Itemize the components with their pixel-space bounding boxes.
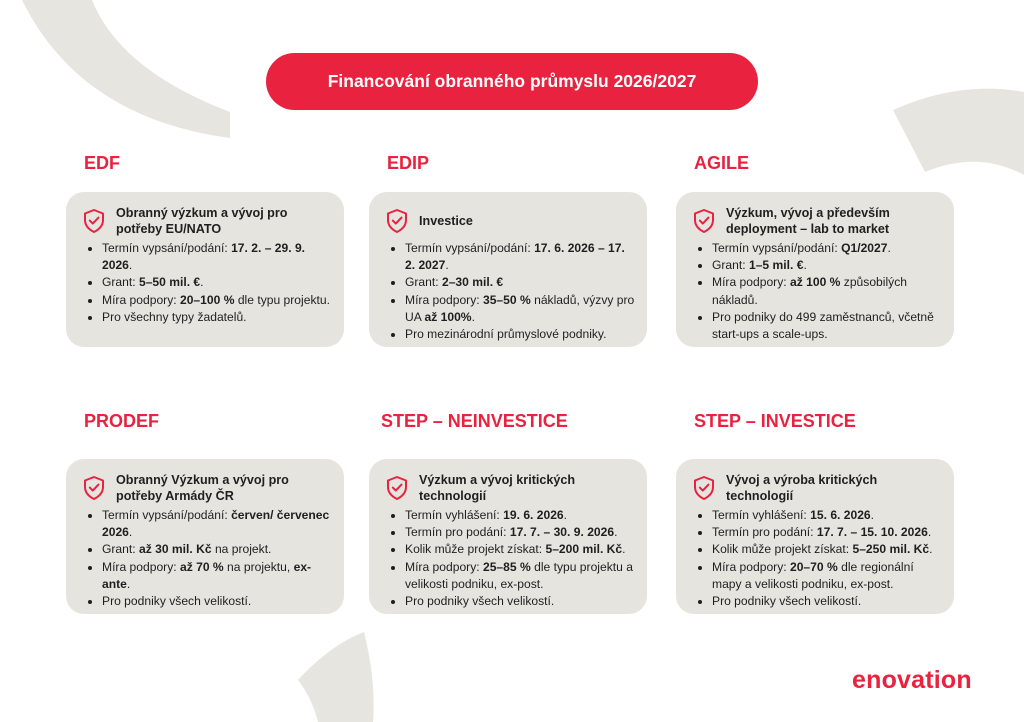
- text-run: Míra podpory:: [712, 275, 790, 290]
- arc-shape-bottom: [298, 632, 374, 722]
- bold-text: 17. 7. – 30. 9. 2026: [509, 525, 615, 540]
- list-item: [712, 274, 942, 308]
- text-run: Kolik může projekt získat:: [405, 542, 546, 557]
- text-run: dle typu projektu.: [234, 292, 330, 307]
- text-run: Pro podniky do 499 zaměstnanců, včetně start-ups a scale-ups.: [712, 309, 934, 342]
- text-run: dle regionální mapy a velikosti podniku, ex-post.: [712, 559, 914, 591]
- bold-text: 17. 7. – 15. 10. 2026: [816, 525, 928, 540]
- list-item: [405, 274, 635, 291]
- bold-text: 2–30 mil. €: [441, 275, 504, 290]
- text-run: Kolik může projekt získat:: [712, 542, 853, 557]
- list-item: [712, 559, 942, 593]
- text-run: .: [126, 576, 131, 591]
- list-item: [405, 507, 635, 524]
- card-title: Investice: [419, 214, 473, 228]
- list-item: [405, 326, 635, 343]
- list-item: [712, 524, 942, 541]
- shield-check-icon: [385, 475, 409, 501]
- card-step-neinvestice: [369, 459, 647, 614]
- text-run: .: [200, 275, 204, 290]
- list-item: [405, 240, 635, 274]
- list-item: [712, 507, 942, 524]
- shield-check-icon: [692, 475, 716, 501]
- shield-check-icon: [82, 208, 106, 234]
- bold-text: 1–5 mil. €: [748, 258, 804, 273]
- card-title: Obranný výzkum a vývoj pro potřeby EU/NATO: [116, 206, 288, 236]
- bold-text: až 30 mil. Kč: [138, 542, 212, 557]
- text-run: Termín vypsání/podání:: [405, 241, 535, 255]
- text-run: Grant:: [102, 275, 139, 290]
- text-run: Míra podpory:: [102, 292, 180, 307]
- card-list: [82, 240, 332, 326]
- list-item: [102, 593, 332, 610]
- card-edf: [66, 192, 344, 347]
- bold-text: 5–200 mil. Kč: [545, 542, 623, 557]
- card-list: [385, 507, 635, 610]
- text-run: .: [870, 508, 875, 522]
- text-run: na projektu,: [223, 559, 294, 574]
- shield-check-icon: [385, 208, 409, 234]
- list-item: [712, 257, 942, 274]
- list-item: [405, 593, 635, 610]
- list-item: [405, 292, 635, 326]
- text-run: Grant:: [405, 275, 442, 290]
- list-item: [712, 309, 942, 343]
- card-list: [385, 240, 635, 343]
- text-run: .: [614, 525, 618, 540]
- section-title-agile: AGILE: [694, 153, 750, 173]
- text-run: nákladů, výzvy pro UA: [405, 292, 635, 324]
- text-run: Míra podpory:: [102, 559, 180, 574]
- text-run: Termín pro podání:: [712, 525, 817, 540]
- text-run: .: [887, 241, 891, 255]
- text-run: dle typu projektu a velikosti podniku, ex-post.: [405, 559, 633, 591]
- text-run: Grant:: [102, 542, 139, 557]
- text-run: Termín vyhlášení:: [405, 508, 504, 522]
- text-run: Termín pro podání:: [405, 525, 510, 540]
- enovation-logo: enovation: [852, 666, 972, 694]
- arc-shape-top-left: [22, 0, 230, 138]
- section-title-edf: EDF: [84, 153, 120, 173]
- list-item: [712, 240, 942, 257]
- bold-text: 19. 6. 2026: [503, 508, 564, 522]
- list-item: [102, 541, 332, 558]
- bold-text: 25–85 %: [482, 559, 531, 574]
- text-run: Míra podpory:: [405, 292, 483, 307]
- text-run: Pro podniky všech velikostí.: [712, 594, 862, 609]
- bold-text: až 100 %: [789, 275, 841, 290]
- text-run: .: [445, 258, 449, 273]
- text-run: .: [563, 508, 568, 522]
- text-run: Pro všechny typy žadatelů.: [102, 309, 247, 324]
- card-agile: [676, 192, 954, 347]
- section-title-step-investice: STEP – INVESTICE: [694, 411, 856, 431]
- text-run: Pro podniky všech velikostí.: [405, 594, 555, 609]
- card-edip: [369, 192, 647, 347]
- text-run: .: [128, 525, 133, 540]
- bold-text: 20–100 %: [179, 292, 235, 307]
- list-item: [102, 507, 332, 541]
- text-run: .: [128, 258, 133, 273]
- list-item: [712, 593, 942, 610]
- text-run: Pro podniky všech velikostí.: [102, 594, 252, 609]
- card-title: Výzkum a vývoj kritických technologií: [419, 473, 576, 503]
- list-item: [102, 559, 332, 593]
- text-run: způsobilých nákladů.: [712, 275, 907, 307]
- bold-text: 17. 6. 2026 – 17. 2. 2027: [405, 241, 625, 273]
- card-list: [692, 240, 942, 343]
- shield-check-icon: [692, 208, 716, 234]
- card-title: Vývoj a výroba kritických technologií: [726, 473, 878, 503]
- text-run: .: [927, 525, 932, 540]
- card-step-investice: [676, 459, 954, 614]
- card-list: [692, 507, 942, 610]
- bold-text: až 70 %: [179, 559, 224, 574]
- bold-text: 5–50 mil. €: [138, 275, 201, 290]
- text-run: Míra podpory:: [405, 559, 483, 574]
- bold-text: 17. 2. – 29. 9. 2026: [102, 241, 306, 273]
- page-title: Financování obranného průmyslu 2026/2027: [266, 53, 758, 110]
- card-prodef: [66, 459, 344, 614]
- list-item: [405, 524, 635, 541]
- list-item: [102, 274, 332, 291]
- bold-text: Q1/2027: [841, 241, 888, 255]
- text-run: .: [622, 542, 626, 557]
- bold-text: 20–70 %: [789, 559, 838, 574]
- text-run: Termín vypsání/podání:: [102, 508, 232, 522]
- bold-text: 15. 6. 2026: [810, 508, 871, 522]
- section-title-prodef: PRODEF: [84, 411, 160, 431]
- text-run: Termín vyhlášení:: [712, 508, 811, 522]
- bold-text: 5–250 mil. Kč: [852, 542, 930, 557]
- list-item: [405, 559, 635, 593]
- section-title-edip: EDIP: [387, 153, 430, 173]
- card-list: [82, 507, 332, 610]
- text-run: na projekt.: [211, 542, 272, 557]
- bold-text: až 100%: [424, 309, 472, 324]
- list-item: [102, 240, 332, 274]
- text-run: Míra podpory:: [712, 559, 790, 574]
- text-run: .: [803, 258, 807, 273]
- bold-text: 35–50 %: [482, 292, 531, 307]
- text-run: Termín vypsání/podání:: [712, 241, 842, 255]
- list-item: [102, 292, 332, 309]
- card-title: Výzkum, vývoj a především deployment – lab to market: [726, 206, 890, 236]
- list-item: [712, 541, 942, 558]
- bold-text: červen/ červenec 2026: [102, 508, 330, 540]
- text-run: Grant:: [712, 258, 749, 273]
- list-item: [102, 309, 332, 326]
- section-title-step-neinvestice: STEP – NEINVESTICE: [381, 411, 568, 431]
- text-run: .: [471, 309, 475, 324]
- card-title: Obranný Výzkum a vývoj pro potřeby Armády ČR: [116, 473, 289, 503]
- bold-text: ex-ante: [102, 559, 312, 591]
- text-run: Pro mezinárodní průmyslové podniky.: [405, 327, 607, 342]
- arc-shape-right: [893, 89, 1024, 175]
- text-run: Termín vypsání/podání:: [102, 241, 232, 255]
- shield-check-icon: [82, 475, 106, 501]
- text-run: .: [929, 542, 933, 557]
- list-item: [405, 541, 635, 558]
